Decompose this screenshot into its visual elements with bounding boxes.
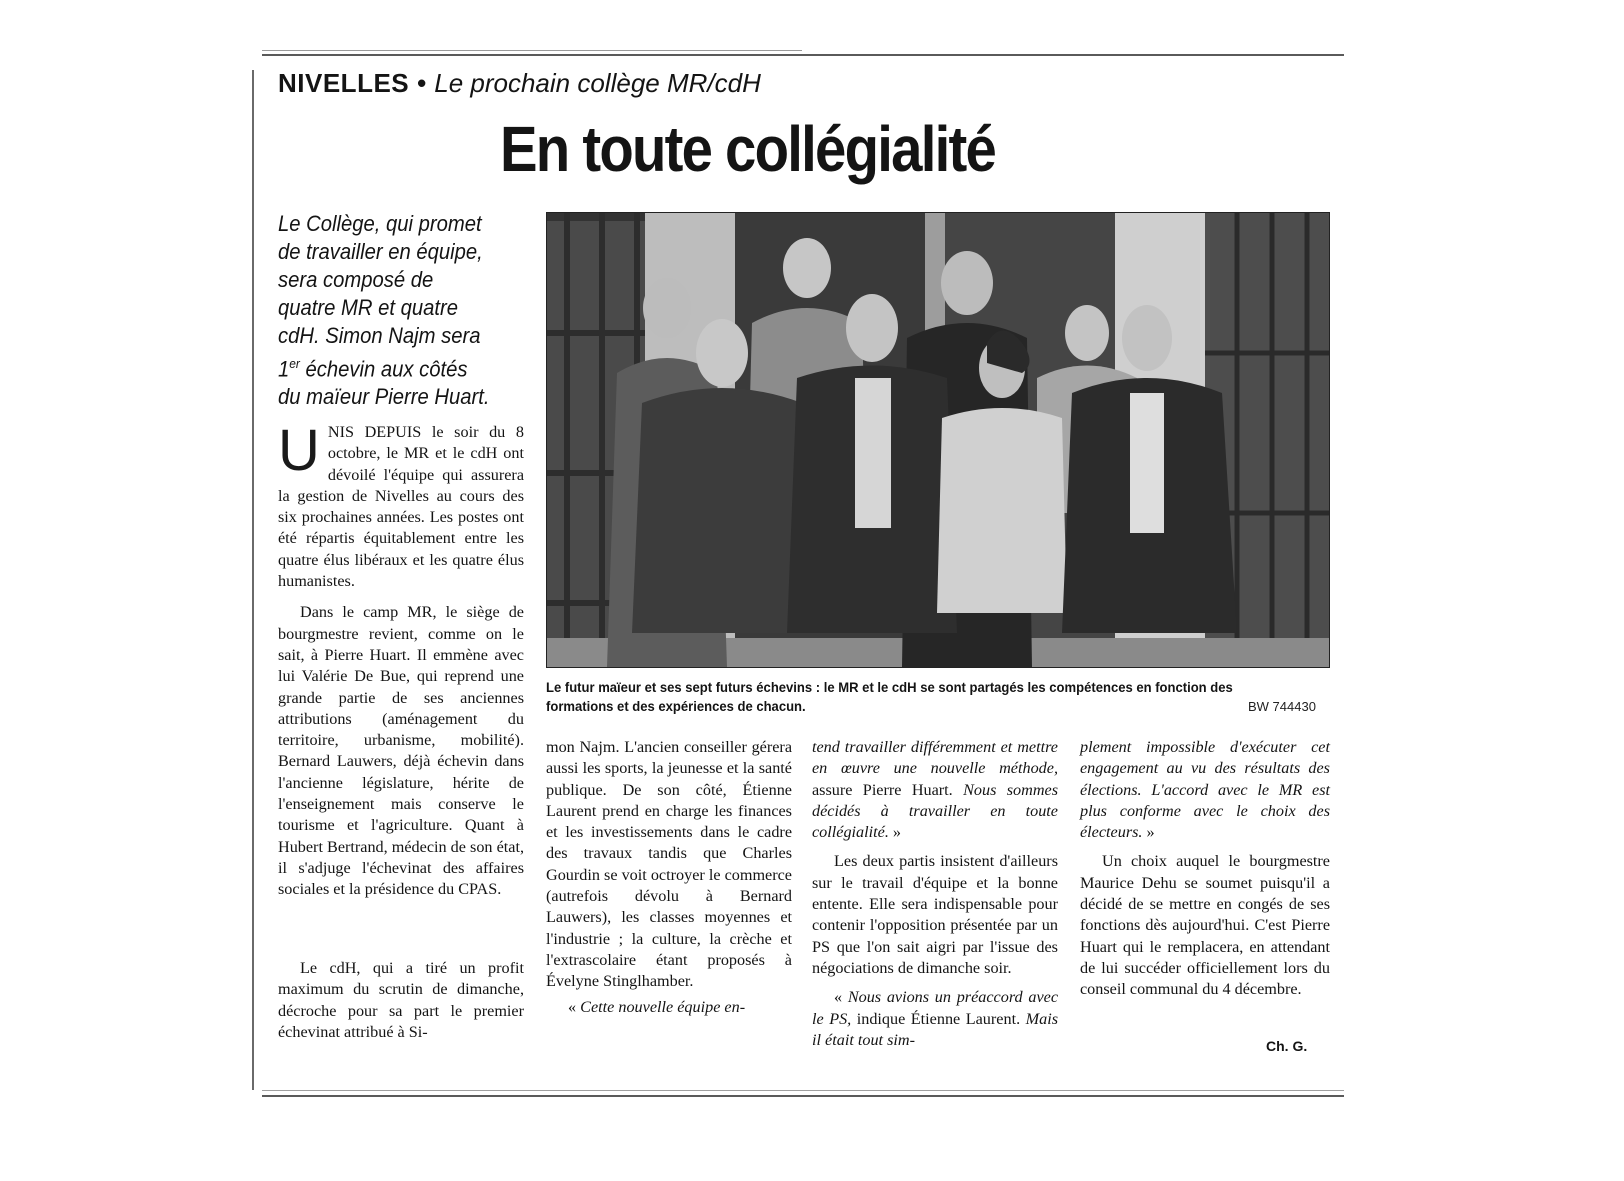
article-lead — [278, 210, 503, 411]
paragraph-quote-laurent — [812, 987, 1058, 1051]
body-column-2 — [546, 737, 792, 1018]
quote-laurent-attribution: indique Étienne Laurent. — [851, 1009, 1026, 1028]
quote-laurent-end: plement impossible d'exécuter cet engagement au vu des résultats des élections. L'accord avec le MR est plus conforme avec le choix des électeurs. — [1080, 738, 1330, 842]
lead-line: du maïeur Pierre Huart. — [278, 384, 490, 410]
group-photo — [546, 212, 1330, 668]
drop-cap: U — [278, 418, 320, 483]
article-kicker — [278, 68, 761, 99]
lead-line: sera composé de — [278, 267, 434, 292]
body-column-4 — [1080, 737, 1330, 1001]
lead-line: quatre MR et quatre — [278, 295, 459, 320]
lead-line: cdH. Simon Najm sera — [278, 323, 481, 348]
clipping-edge-top-faint — [262, 50, 802, 51]
photo-caption: Le futur maïeur et ses sept futurs échevins : le MR et le cdH se sont partagés les compétences en fonction des formations et des expériences de chacun. — [546, 680, 1233, 714]
kicker-place: NIVELLES — [278, 68, 410, 98]
paragraph-quote-huart-continued — [812, 737, 1058, 843]
lead-line: Le Collège, qui promet — [278, 211, 482, 236]
quote-huart-start: Cette nouvelle équipe en- — [580, 997, 746, 1016]
body-column-1-bottom — [278, 958, 524, 1043]
paragraph-cdh: Le cdH, qui a tiré un profit maximum du scrutin de dimanche, décroche pour sa part le premier échevinat attribué à Si- — [278, 959, 524, 1041]
kicker-separator: • — [417, 68, 427, 98]
lead-line: de travailler en équipe, — [278, 239, 483, 264]
quote-open: « — [834, 988, 848, 1007]
body-column-3 — [812, 737, 1058, 1051]
author-signature: Ch. G. — [1266, 1038, 1308, 1054]
photo-credit: BW 744430 — [1248, 699, 1316, 714]
quote-huart-middle: tend travailler différemment et mettre en œuvre une nouvelle méthode, — [812, 738, 1058, 778]
clipping-edge-bottom — [262, 1095, 1344, 1097]
body-column-1-top — [278, 418, 524, 901]
lead-line-rest: échevin aux côtés — [299, 356, 468, 382]
quote-laurent-start: Nous avions un préaccord avec le PS, — [812, 988, 1058, 1028]
clipping-edge-top — [262, 54, 1344, 56]
paragraph-mr-camp: Dans le camp MR, le siège de bourgmestre revient, comme on le sait, à Pierre Huart. Il emmène avec lui Valérie De Bue, qui reprend une grande partie de ses anciennes attributions (aménagement du territoire, urbanisme, mobilité). Bernard Lauwers, déjà échevin dans l'ancienne législature, hérite de l'enseignement mais conserve le tourisme et l'agriculture. Quant à Hubert Bertrand, médecin de son état, il s'adjuge l'échevinat des affaires sociales et la présidence du CPAS. — [278, 603, 524, 899]
quote-open: « — [568, 997, 581, 1016]
quote-huart-end: Nous sommes décidés à travailler en toute collégialité. — [812, 780, 1058, 842]
article-headline: En toute collégialité — [500, 113, 996, 185]
quote-laurent-middle: Mais il était tout sim- — [812, 1009, 1058, 1049]
paragraph-quote-huart — [546, 997, 792, 1018]
paragraph-dehu: Un choix auquel le bourgmestre Maurice Dehu se soumet puisqu'il a décidé de se mettre en congés de ses fonctions dès aujourd'hui. C'est Pierre Huart qui le remplacera, en attendant de lui succéder officiellement lors du conseil communal du 4 décembre. — [1080, 852, 1330, 999]
lead-line — [278, 350, 503, 383]
quote-close: » — [1142, 823, 1155, 842]
paragraph-quote-laurent-continued — [1080, 737, 1330, 843]
clipping-edge-left — [252, 70, 254, 1090]
quote-huart-attribution: assure Pierre Huart. — [812, 780, 964, 799]
lead-ordinal-suffix: er — [289, 356, 300, 371]
clipping-edge-bottom-faint — [262, 1090, 1344, 1091]
group-photo-image — [547, 213, 1329, 667]
paragraph-cdh-continued: mon Najm. L'ancien conseiller gérera aussi les sports, la jeunesse et la santé publique. De son côté, Étienne Laurent prend en charge les finances et les investissements dans le cadre des travaux tandis que Charles Gourdin se voit octroyer le commerce (autrefois dévolu à Bernard Lauwers), les classes moyennes et l'industrie ; la culture, la crèche et l'extrascolaire étant proposés à Évelyne Stinglhamber. — [546, 738, 792, 991]
paragraph-intro: NIS DEPUIS le soir du 8 octobre, le MR et le cdH ont dévoilé l'équipe qui assurera la gestion de Nivelles au cours des six prochaines années. Les postes ont été répartis équitablement entre les quatre élus libéraux et les quatre élus humanistes. — [278, 423, 524, 591]
quote-close: » — [888, 823, 902, 842]
kicker-subtitle: Le prochain collège MR/cdH — [434, 68, 761, 98]
lead-ordinal: 1 — [278, 356, 290, 382]
paragraph-teamwork: Les deux partis insistent d'ailleurs sur le travail d'équipe et la bonne entente. Elle sera indispensable pour contenir l'opposition présentée par un PS que l'on sait aigri par l'issue des négociations de dimanche soir. — [812, 852, 1058, 977]
